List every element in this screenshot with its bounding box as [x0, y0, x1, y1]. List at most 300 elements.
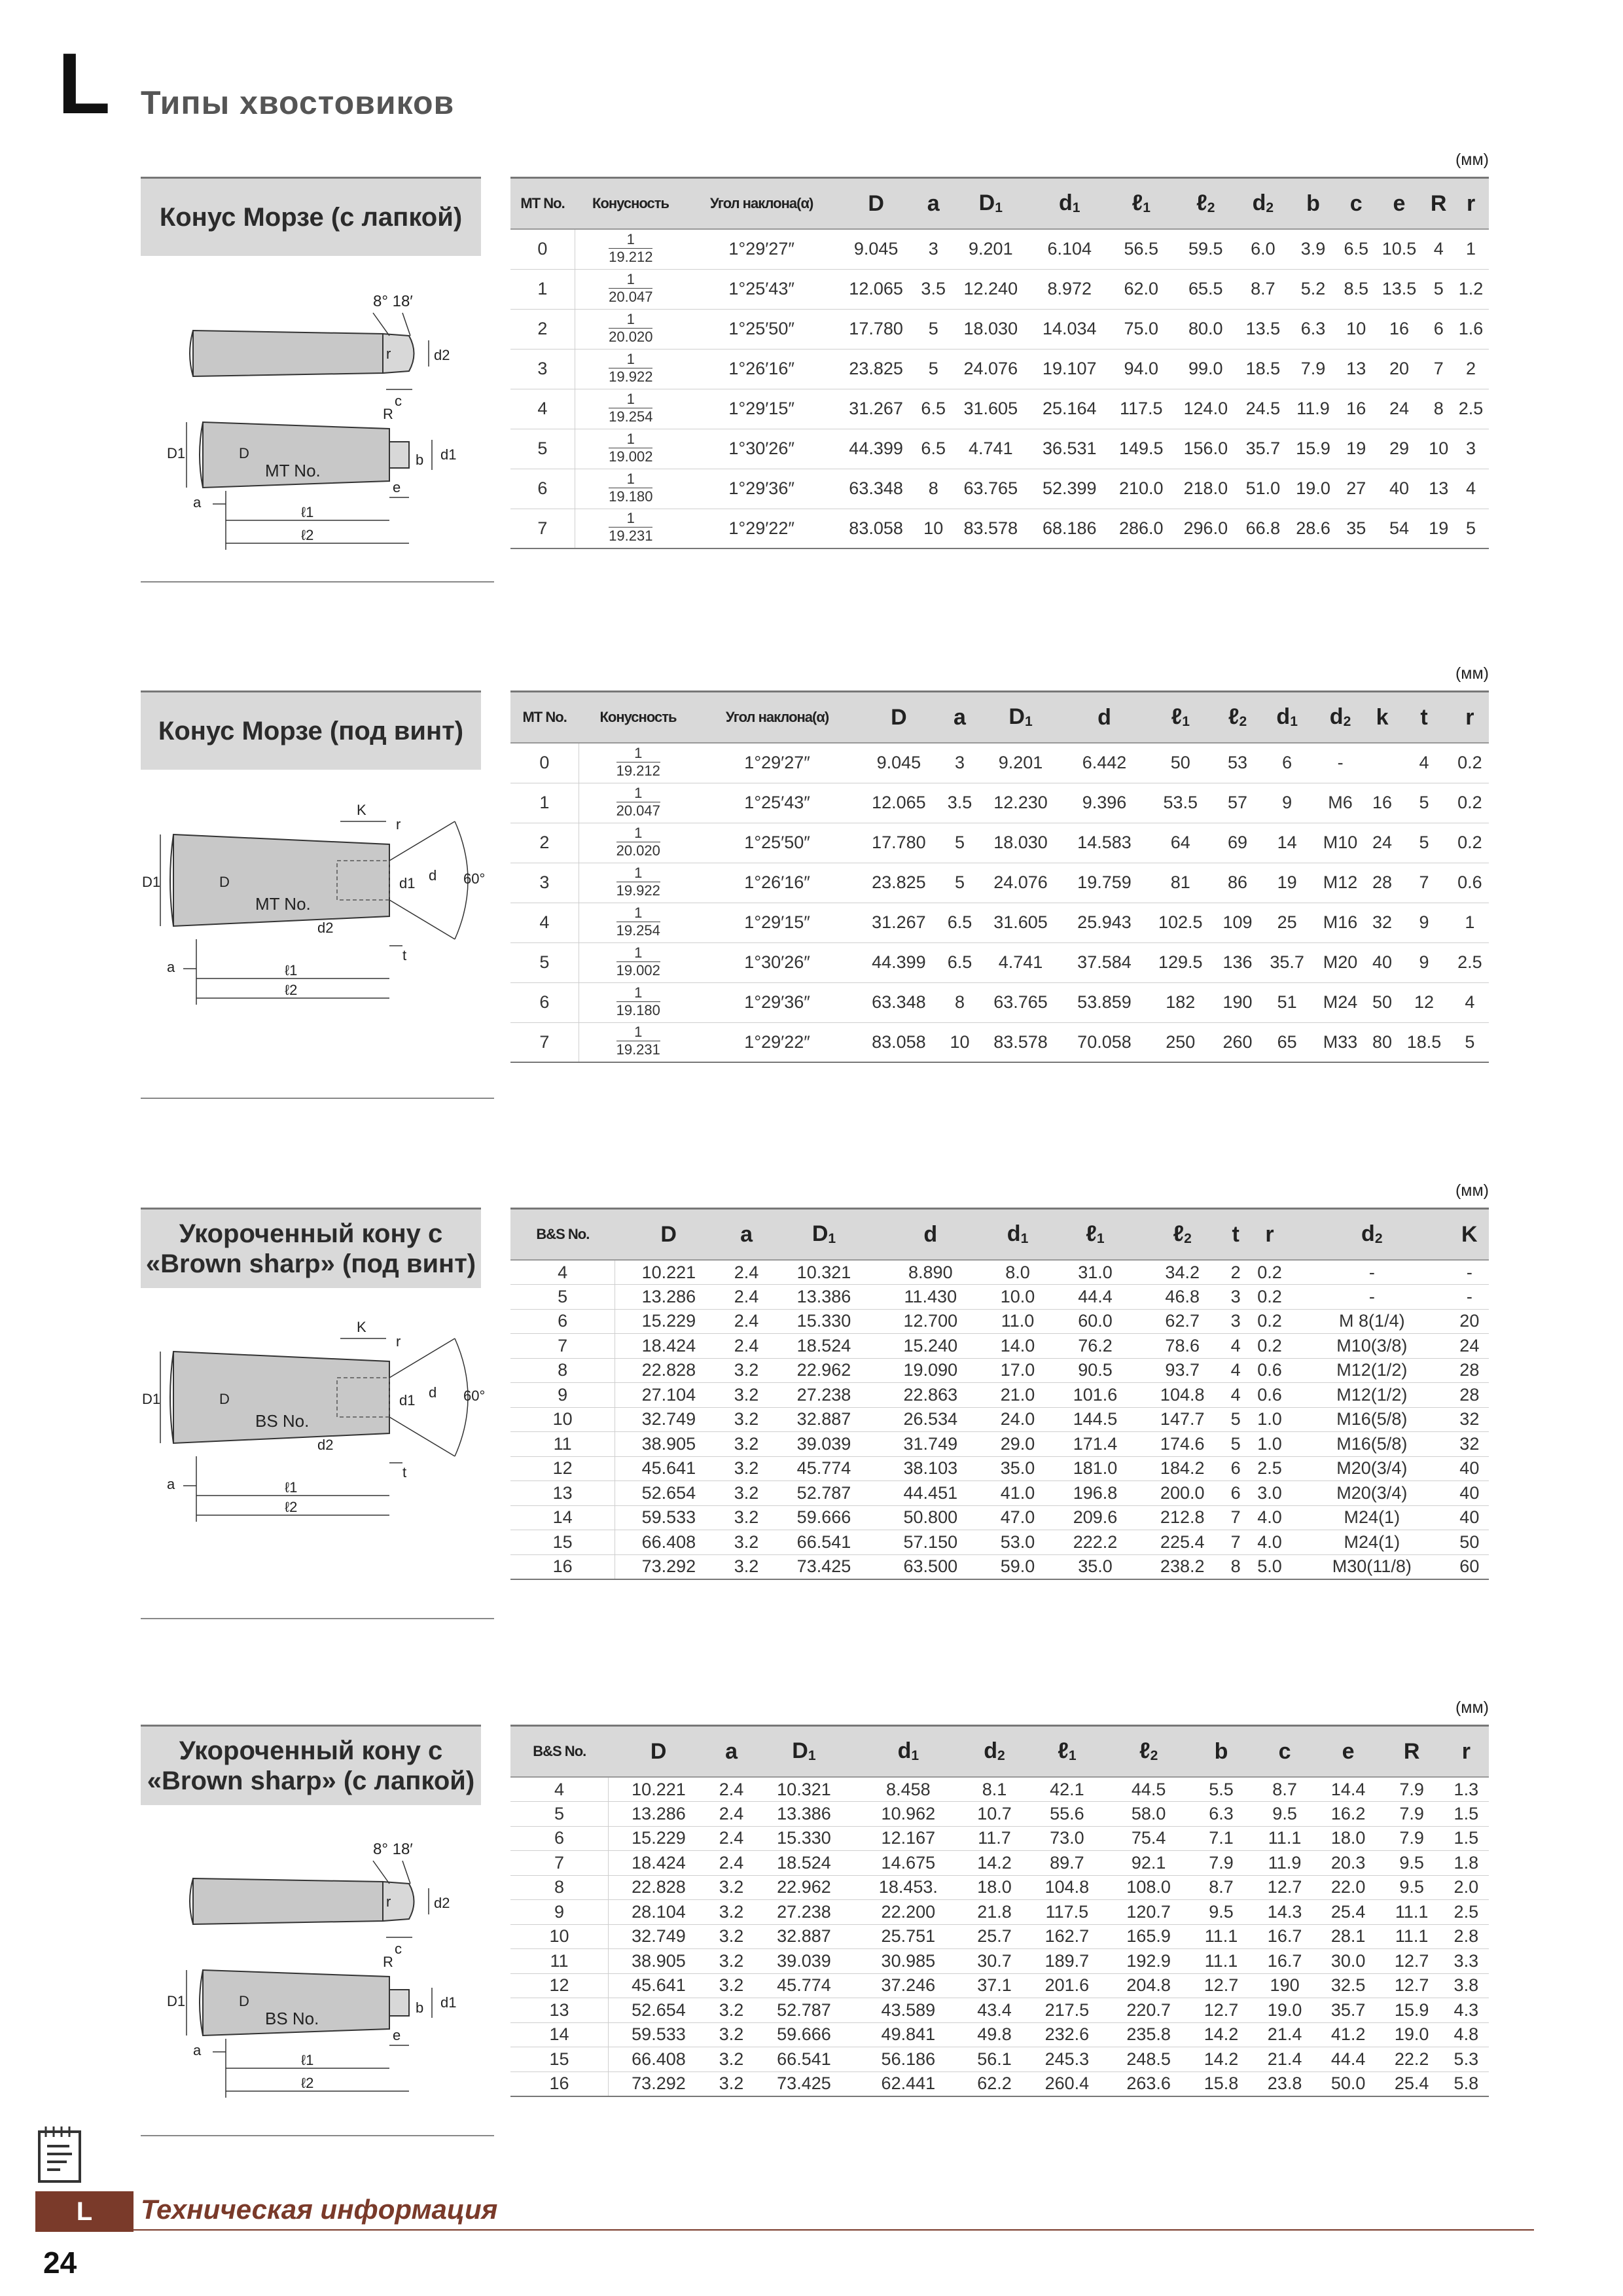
- dimension-label: ℓ2: [285, 1499, 298, 1515]
- table-cell: 1°29′22″: [687, 509, 836, 548]
- dimension-label: K: [357, 1319, 366, 1335]
- table-cell: 24: [1374, 389, 1425, 429]
- table-cell: 3.2: [709, 1875, 754, 1900]
- table-cell: 29: [1374, 429, 1425, 469]
- table-cell: 51.0: [1238, 469, 1289, 509]
- table-cell: 1°29′15″: [687, 389, 836, 429]
- table-cell: 69: [1215, 823, 1260, 863]
- spec-table: [510, 177, 1489, 549]
- table-cell: 5: [510, 942, 579, 982]
- table-cell: 4.3: [1444, 1998, 1489, 2023]
- table-cell: 10: [510, 1924, 609, 1949]
- taper-fraction: $\frac{1}{20.047}$: [616, 784, 660, 819]
- table-cell: 25.7: [963, 1924, 1026, 1949]
- table-cell: 50.0: [1317, 2072, 1380, 2096]
- table-cell: 20: [1450, 1309, 1489, 1334]
- table-cell: 52.654: [615, 1481, 722, 1506]
- section-title: Укороченный кону с «Brown sharp» (с лапкой): [141, 1725, 481, 1805]
- table-cell: 16.2: [1317, 1802, 1380, 1827]
- table-cell: 20: [1374, 349, 1425, 389]
- table-cell: 5: [940, 823, 978, 863]
- table-cell: [579, 743, 697, 783]
- table-cell: 3.2: [722, 1456, 771, 1481]
- table-cell: 25.4: [1380, 2072, 1444, 2096]
- taper-denominator: 20.047: [616, 802, 660, 819]
- table-cell: 8.7: [1238, 269, 1289, 309]
- table-cell: 54: [1374, 509, 1425, 548]
- table-cell: 2.8: [1444, 1924, 1489, 1949]
- table-cell: 35.7: [1238, 429, 1289, 469]
- table-cell: 27.238: [754, 1900, 853, 1925]
- dimension-label: K: [357, 802, 366, 818]
- table-cell: M10(3/8): [1294, 1334, 1450, 1359]
- dimension-label: e: [393, 2027, 401, 2043]
- table-cell: 11.1: [1190, 1949, 1253, 1974]
- table-cell: 38.905: [615, 1432, 722, 1457]
- table-cell: 13: [1424, 469, 1453, 509]
- notebook-icon: [37, 2124, 82, 2184]
- table-cell: 52.787: [771, 1481, 878, 1506]
- table-row: [510, 429, 1489, 469]
- table-cell: M24(1): [1294, 1505, 1450, 1530]
- table-cell: 1°29′27″: [698, 743, 857, 783]
- table-cell: 7: [1226, 1505, 1245, 1530]
- col-header: Угол наклона(α): [687, 178, 836, 230]
- table-cell: 10: [510, 1407, 615, 1432]
- table-cell: 3: [1453, 429, 1489, 469]
- table-cell: 4: [1424, 229, 1453, 269]
- dimension-label: D: [219, 874, 230, 890]
- col-header: d2: [1294, 1209, 1450, 1261]
- dimension-label: 60°: [463, 1388, 486, 1404]
- table-cell: 41.2: [1317, 2022, 1380, 2047]
- table-cell: 24: [1450, 1334, 1489, 1359]
- table-row: [510, 349, 1489, 389]
- table-row: [510, 1554, 1489, 1579]
- col-header: D1: [952, 178, 1030, 230]
- table-cell: 44.399: [857, 942, 940, 982]
- section-morse-screw: [141, 664, 1489, 1100]
- dimension-label: BS No.: [255, 1411, 310, 1431]
- table-cell: -: [1294, 1285, 1450, 1310]
- table-cell: 104.8: [1026, 1875, 1108, 1900]
- table-cell: 14.3: [1253, 1900, 1317, 1925]
- morse-screw-drawing: [141, 782, 494, 1083]
- table-cell: 15.9: [1380, 1998, 1444, 2023]
- taper-fraction: $\frac{1}{19.231}$: [609, 510, 653, 545]
- table-cell: 117.5: [1026, 1900, 1108, 1925]
- unit-label: (мм): [1455, 1181, 1489, 1200]
- table-cell: 16.7: [1253, 1924, 1317, 1949]
- table-cell: 49.841: [854, 2022, 963, 2047]
- table-cell: 4.0: [1245, 1530, 1294, 1555]
- table-cell: 32.749: [615, 1407, 722, 1432]
- table-cell: 16.7: [1253, 1949, 1317, 1974]
- table-cell: 35: [1338, 509, 1374, 548]
- table-row: [510, 1949, 1489, 1974]
- table-cell: 53: [1215, 743, 1260, 783]
- table-cell: 0.6: [1245, 1383, 1294, 1408]
- table-cell: 1°25′50″: [698, 823, 857, 863]
- table-cell: 7: [1397, 863, 1450, 903]
- table-row: [510, 1973, 1489, 1998]
- table-cell: 8.972: [1030, 269, 1109, 309]
- footer-rule: [134, 2229, 1534, 2231]
- table-cell: 2.4: [709, 1826, 754, 1851]
- table-cell: 76.2: [1052, 1334, 1139, 1359]
- table-cell: 2.5: [1444, 1900, 1489, 1925]
- dimension-label: BS No.: [265, 2009, 319, 2028]
- table-cell: 55.6: [1026, 1802, 1108, 1827]
- table-cell: 16: [1367, 783, 1398, 823]
- table-cell: 43.589: [854, 1998, 963, 2023]
- table-cell: 10.321: [771, 1260, 878, 1285]
- table-cell: 4: [1226, 1334, 1245, 1359]
- dimension-label: a: [167, 1476, 175, 1492]
- table-cell: 45.774: [771, 1456, 878, 1481]
- table-cell: 94.0: [1109, 349, 1173, 389]
- table-cell: 8.7: [1253, 1777, 1317, 1802]
- table-cell: 286.0: [1109, 509, 1173, 548]
- table-cell: 1°29′36″: [687, 469, 836, 509]
- table-cell: 1: [1453, 229, 1489, 269]
- table-cell: 6.5: [940, 903, 978, 942]
- dimension-label: d: [429, 1384, 437, 1401]
- table-cell: 4: [1226, 1358, 1245, 1383]
- table-cell: 2.4: [722, 1334, 771, 1359]
- table-cell: M16(5/8): [1294, 1407, 1450, 1432]
- table-cell: 99.0: [1173, 349, 1238, 389]
- dimension-label: D1: [167, 1993, 186, 2009]
- table-cell: 3.9: [1288, 229, 1338, 269]
- table-cell: 13: [1338, 349, 1374, 389]
- table-cell: 14.4: [1317, 1777, 1380, 1802]
- table-cell: M20(3/4): [1294, 1481, 1450, 1506]
- table-cell: 44.4: [1052, 1285, 1139, 1310]
- table-cell: 201.6: [1026, 1973, 1108, 1998]
- table-row: [510, 1505, 1489, 1530]
- table-cell: [575, 389, 687, 429]
- table-row: [510, 903, 1489, 942]
- taper-fraction: $\frac{1}{19.180}$: [609, 470, 653, 505]
- table-cell: 15.330: [754, 1826, 853, 1851]
- table-cell: 165.9: [1108, 1924, 1190, 1949]
- table-row: [510, 2047, 1489, 2072]
- table-cell: 30.0: [1317, 1949, 1380, 1974]
- dimension-label: ℓ1: [285, 962, 298, 978]
- table-cell: 19: [1424, 509, 1453, 548]
- spec-table: [510, 1208, 1489, 1580]
- page-number: 24: [43, 2246, 77, 2280]
- dimension-label: D: [219, 1391, 230, 1407]
- table-row: [510, 1826, 1489, 1851]
- table-cell: 24.076: [952, 349, 1030, 389]
- col-header: ℓ1: [1052, 1209, 1139, 1261]
- table-cell: 19.0: [1288, 469, 1338, 509]
- col-header: d: [877, 1209, 984, 1261]
- table-cell: 24.0: [984, 1407, 1052, 1432]
- table-cell: 27.104: [615, 1383, 722, 1408]
- taper-denominator: 19.002: [616, 961, 660, 978]
- dimension-label: D1: [142, 1391, 161, 1407]
- table-cell: 14.2: [1190, 2022, 1253, 2047]
- col-header: c: [1338, 178, 1374, 230]
- taper-denominator: 19.231: [616, 1041, 660, 1058]
- table-cell: 73.292: [609, 2072, 709, 2096]
- table-cell: 14.2: [963, 1851, 1026, 1876]
- table-cell: 32.887: [754, 1924, 853, 1949]
- table-cell: 40: [1450, 1481, 1489, 1506]
- taper-denominator: 19.922: [616, 882, 660, 899]
- taper-fraction: $\frac{1}{19.212}$: [616, 744, 660, 779]
- table-row: [510, 1875, 1489, 1900]
- taper-denominator: 20.047: [609, 288, 653, 305]
- table-cell: 12.7: [1380, 1973, 1444, 1998]
- table-cell: 8.0: [984, 1260, 1052, 1285]
- table-cell: 13: [510, 1998, 609, 2023]
- dimension-label: t: [402, 947, 407, 963]
- col-header: MT No.: [510, 178, 575, 230]
- table-cell: 28: [1367, 863, 1398, 903]
- table-row: [510, 1285, 1489, 1310]
- table-cell: 15.8: [1190, 2072, 1253, 2096]
- table-cell: M24: [1313, 982, 1366, 1022]
- col-header: ℓ2: [1215, 692, 1260, 744]
- table-cell: 3.5: [940, 783, 978, 823]
- col-header: ℓ2: [1139, 1209, 1226, 1261]
- table-row: [510, 1530, 1489, 1555]
- table-cell: 18.030: [979, 823, 1063, 863]
- table-cell: 2.0: [1444, 1875, 1489, 1900]
- table-cell: 3.2: [722, 1383, 771, 1408]
- table-row: [510, 269, 1489, 309]
- table-cell: 2.4: [722, 1309, 771, 1334]
- table-cell: 6: [510, 982, 579, 1022]
- table-cell: 56.5: [1109, 229, 1173, 269]
- table-cell: 3.3: [1444, 1949, 1489, 1974]
- table-row: [510, 1383, 1489, 1408]
- table-cell: 66.541: [771, 1530, 878, 1555]
- dimension-label: d2: [434, 1895, 450, 1911]
- table-cell: 11.430: [877, 1285, 984, 1310]
- table-cell: M33: [1313, 1022, 1366, 1062]
- table-cell: 14: [510, 1505, 615, 1530]
- table-cell: 3: [916, 229, 952, 269]
- table-cell: [575, 429, 687, 469]
- dimension-label: D1: [142, 874, 161, 890]
- col-header: b: [1190, 1726, 1253, 1778]
- table-cell: 120.7: [1108, 1900, 1190, 1925]
- table-cell: 15.9: [1288, 429, 1338, 469]
- table-cell: 30.7: [963, 1949, 1026, 1974]
- table-cell: 6.442: [1063, 743, 1147, 783]
- table-cell: 14.675: [854, 1851, 963, 1876]
- table-cell: 40: [1450, 1505, 1489, 1530]
- table-cell: 14.034: [1030, 309, 1109, 349]
- table-cell: 13.5: [1374, 269, 1425, 309]
- table-cell: 5: [510, 1285, 615, 1310]
- table-row: [510, 1802, 1489, 1827]
- table-cell: 10: [1424, 429, 1453, 469]
- bs-screw-drawing: [141, 1299, 494, 1600]
- table-cell: 6.5: [1338, 229, 1374, 269]
- taper-fraction: $\frac{1}{19.922}$: [609, 350, 653, 385]
- table-cell: 13: [510, 1481, 615, 1506]
- table-cell: 23.825: [836, 349, 915, 389]
- table-cell: 4: [1226, 1383, 1245, 1408]
- dimension-label: ℓ1: [301, 504, 314, 520]
- dimension-label: r: [386, 346, 391, 362]
- table-cell: 0.2: [1245, 1285, 1294, 1310]
- table-cell: [575, 469, 687, 509]
- table-cell: M6: [1313, 783, 1366, 823]
- footer-title: Техническая информация: [141, 2194, 498, 2225]
- table-cell: 19.090: [877, 1358, 984, 1383]
- table-cell: 0.2: [1451, 823, 1489, 863]
- table-cell: 13.386: [754, 1802, 853, 1827]
- table-cell: 6: [510, 1826, 609, 1851]
- dimension-line: [373, 313, 389, 336]
- table-cell: 45.641: [615, 1456, 722, 1481]
- table-cell: 3: [510, 863, 579, 903]
- table-cell: 3.8: [1444, 1973, 1489, 1998]
- dimension-label: MT No.: [265, 461, 321, 480]
- table-cell: 15.229: [615, 1309, 722, 1334]
- table-cell: [575, 349, 687, 389]
- table-cell: 9.201: [979, 743, 1063, 783]
- table-cell: 38.905: [609, 1949, 709, 1974]
- table-cell: 220.7: [1108, 1998, 1190, 2023]
- table-cell: 109: [1215, 903, 1260, 942]
- table-cell: 18.524: [754, 1851, 853, 1876]
- table-cell: 8: [1226, 1554, 1245, 1579]
- table-cell: 218.0: [1173, 469, 1238, 509]
- table-cell: 8.7: [1190, 1875, 1253, 1900]
- table-cell: 35.0: [984, 1456, 1052, 1481]
- table-cell: 1: [510, 783, 579, 823]
- table-cell: 6: [1226, 1456, 1245, 1481]
- dimension-label: b: [416, 452, 424, 468]
- table-cell: 1: [510, 269, 575, 309]
- col-header: d: [1063, 692, 1147, 744]
- table-cell: 16: [1374, 309, 1425, 349]
- table-cell: 13.286: [609, 1802, 709, 1827]
- table-cell: 22.828: [615, 1358, 722, 1383]
- table-cell: 8.890: [877, 1260, 984, 1285]
- table-cell: 5: [1226, 1432, 1245, 1457]
- table-cell: 0.2: [1245, 1260, 1294, 1285]
- table-cell: 4: [510, 903, 579, 942]
- table-cell: 52.399: [1030, 469, 1109, 509]
- table-cell: 35.7: [1317, 1998, 1380, 2023]
- table-cell: 56.1: [963, 2047, 1026, 2072]
- table-cell: 6.5: [916, 429, 952, 469]
- taper-fraction: $\frac{1}{19.254}$: [609, 390, 653, 425]
- table-cell: 184.2: [1139, 1456, 1226, 1481]
- table-cell: 5: [1424, 269, 1453, 309]
- table-cell: 83.058: [836, 509, 915, 548]
- table-cell: 6.3: [1190, 1802, 1253, 1827]
- table-cell: 6.104: [1030, 229, 1109, 269]
- table-cell: 182: [1146, 982, 1215, 1022]
- col-header: d2: [1313, 692, 1366, 744]
- table-cell: 3.2: [722, 1358, 771, 1383]
- table-cell: 9: [510, 1383, 615, 1408]
- table-cell: 28.104: [609, 1900, 709, 1925]
- table-cell: 11: [510, 1432, 615, 1457]
- table-cell: 12.7: [1253, 1875, 1317, 1900]
- table-cell: 4.8: [1444, 2022, 1489, 2047]
- table-cell: 19.0: [1380, 2022, 1444, 2047]
- table-cell: 5.0: [1245, 1554, 1294, 1579]
- table-cell: 29.0: [984, 1432, 1052, 1457]
- table-cell: 7: [1226, 1530, 1245, 1555]
- table-cell: 13.386: [771, 1285, 878, 1310]
- col-header: r: [1245, 1209, 1294, 1261]
- taper-fraction: $\frac{1}{20.020}$: [616, 824, 660, 859]
- table-cell: 51: [1260, 982, 1313, 1022]
- table-cell: 10: [1338, 309, 1374, 349]
- table-cell: 50: [1146, 743, 1215, 783]
- table-cell: 260: [1215, 1022, 1260, 1062]
- table-cell: 59.666: [754, 2022, 853, 2047]
- table-cell: 18.424: [609, 1851, 709, 1876]
- table-cell: 7.9: [1380, 1777, 1444, 1802]
- section-morse-tang: [141, 151, 1489, 583]
- table-row: [510, 1777, 1489, 1802]
- taper-fraction: $\frac{1}{20.047}$: [609, 270, 653, 305]
- table-cell: 8: [510, 1875, 609, 1900]
- taper-denominator: 19.922: [609, 368, 653, 385]
- table-cell: 4: [510, 1777, 609, 1802]
- table-cell: 2: [1226, 1260, 1245, 1285]
- table-cell: M16: [1313, 903, 1366, 942]
- table-cell: 248.5: [1108, 2047, 1190, 2072]
- table-cell: 22.828: [609, 1875, 709, 1900]
- table-cell: 42.1: [1026, 1777, 1108, 1802]
- table-cell: 25.164: [1030, 389, 1109, 429]
- table-cell: 28.1: [1317, 1924, 1380, 1949]
- table-cell: 225.4: [1139, 1530, 1226, 1555]
- table-cell: 7.9: [1380, 1826, 1444, 1851]
- dimension-line: [402, 313, 410, 336]
- table-cell: 73.425: [754, 2072, 853, 2096]
- table-cell: 13.5: [1238, 309, 1289, 349]
- table-cell: M16(5/8): [1294, 1432, 1450, 1457]
- table-cell: 44.4: [1317, 2047, 1380, 2072]
- table-cell: 10.5: [1374, 229, 1425, 269]
- table-cell: 9.201: [952, 229, 1030, 269]
- table-cell: 66.408: [609, 2047, 709, 2072]
- table-cell: 2.4: [722, 1260, 771, 1285]
- table-cell: [1367, 743, 1398, 783]
- table-cell: 32: [1450, 1432, 1489, 1457]
- table-cell: 3.2: [709, 1998, 754, 2023]
- table-cell: 8: [510, 1358, 615, 1383]
- taper-fraction: $\frac{1}{19.254}$: [616, 904, 660, 939]
- table-cell: 66.8: [1238, 509, 1289, 548]
- col-header: e: [1374, 178, 1425, 230]
- table-cell: 5: [1226, 1407, 1245, 1432]
- section-bs-tang: [141, 1698, 1489, 2137]
- table-cell: 263.6: [1108, 2072, 1190, 2096]
- table-cell: 92.1: [1108, 1851, 1190, 1876]
- table-cell: 238.2: [1139, 1554, 1226, 1579]
- table-cell: 181.0: [1052, 1456, 1139, 1481]
- table-cell: 17.0: [984, 1358, 1052, 1383]
- divider: [141, 2135, 494, 2136]
- col-header: Конусность: [575, 178, 687, 230]
